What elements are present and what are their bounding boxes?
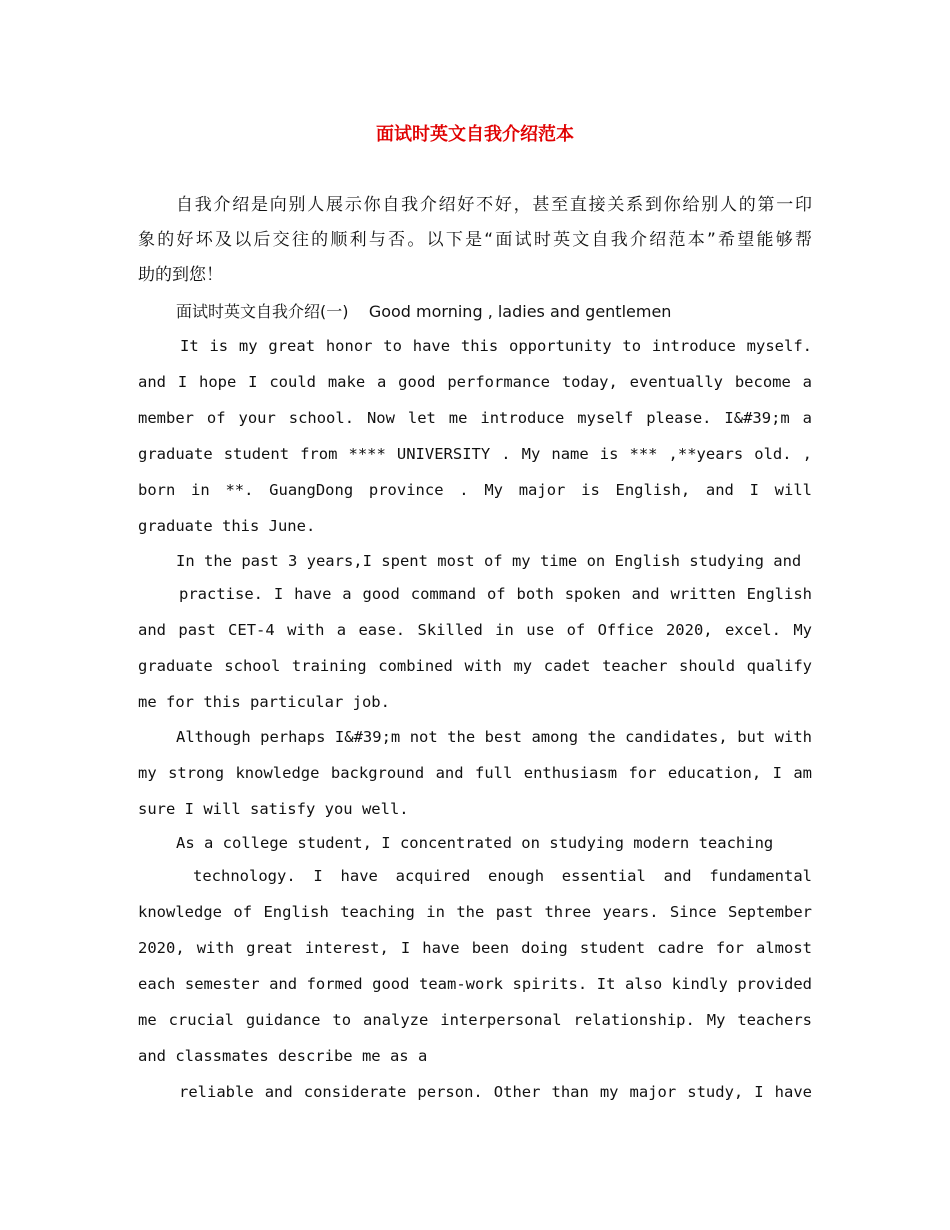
paragraph-4	[138, 858, 812, 1074]
text-line: Although perhaps I&#39;m not the best among the candidates, but with	[176, 728, 812, 746]
text-line: born in **. GuangDong province . My major is English, and I will	[138, 481, 812, 499]
intro-line: 助的到您！	[138, 265, 223, 285]
text-line: practise. I have a good command of both spoken and written English	[179, 585, 812, 603]
page-title: 面试时英文自我介绍范本	[376, 124, 574, 145]
section-heading: 面试时英文自我介绍(一) Good morning , ladies and gentlemen	[176, 302, 672, 321]
text-line: sure I will satisfy you well.	[138, 800, 409, 818]
text-line: me for this particular job.	[138, 693, 390, 711]
text-line: member of your school. Now let me introduce myself please. I&#39;m a	[138, 409, 812, 427]
paragraph-2	[138, 576, 812, 720]
paragraph-5	[138, 1074, 812, 1110]
paragraph-3	[138, 719, 812, 827]
paragraph-1	[138, 328, 812, 544]
text-line: graduate student from **** UNIVERSITY . My name is *** ,**years old. ,	[138, 445, 812, 463]
text-line: In the past 3 years,I spent most of my time on English studying and	[176, 552, 802, 570]
text-line: graduate this June.	[138, 517, 316, 535]
text-line: reliable and considerate person. Other than my major study, I have	[179, 1083, 812, 1101]
text-line: knowledge of English teaching in the past three years. Since September	[138, 903, 812, 921]
text-line: As a college student, I concentrated on studying modern teaching	[176, 834, 774, 852]
text-line: and classmates describe me as a	[138, 1047, 428, 1065]
intro-line: 自我介绍是向别人展示你自我介绍好不好，甚至直接关系到你给别人的第一印	[176, 195, 812, 215]
intro-paragraph	[138, 188, 812, 293]
intro-line: 象的好坏及以后交往的顺利与否。以下是“面试时英文自我介绍范本”希望能够帮	[138, 230, 812, 250]
text-line: graduate school training combined with my cadet teacher should qualify	[138, 657, 812, 675]
text-line: me crucial guidance to analyze interpersonal relationship. My teachers	[138, 1011, 812, 1029]
text-line: It is my great honor to have this opportunity to introduce myself.	[180, 337, 812, 355]
text-line: technology. I have acquired enough essential and fundamental	[193, 867, 812, 885]
text-line: 2020, with great interest, I have been doing student cadre for almost	[138, 939, 812, 957]
paragraph-2-first-line	[176, 543, 816, 579]
text-line: each semester and formed good team-work spirits. It also kindly provided	[138, 975, 812, 993]
text-line: and past CET-4 with a ease. Skilled in use of Office 2020, excel. My	[138, 621, 812, 639]
text-line: and I hope I could make a good performance today, eventually become a	[138, 373, 812, 391]
paragraph-4-first-line	[176, 825, 816, 861]
text-line: my strong knowledge background and full enthusiasm for education, I am	[138, 764, 812, 782]
